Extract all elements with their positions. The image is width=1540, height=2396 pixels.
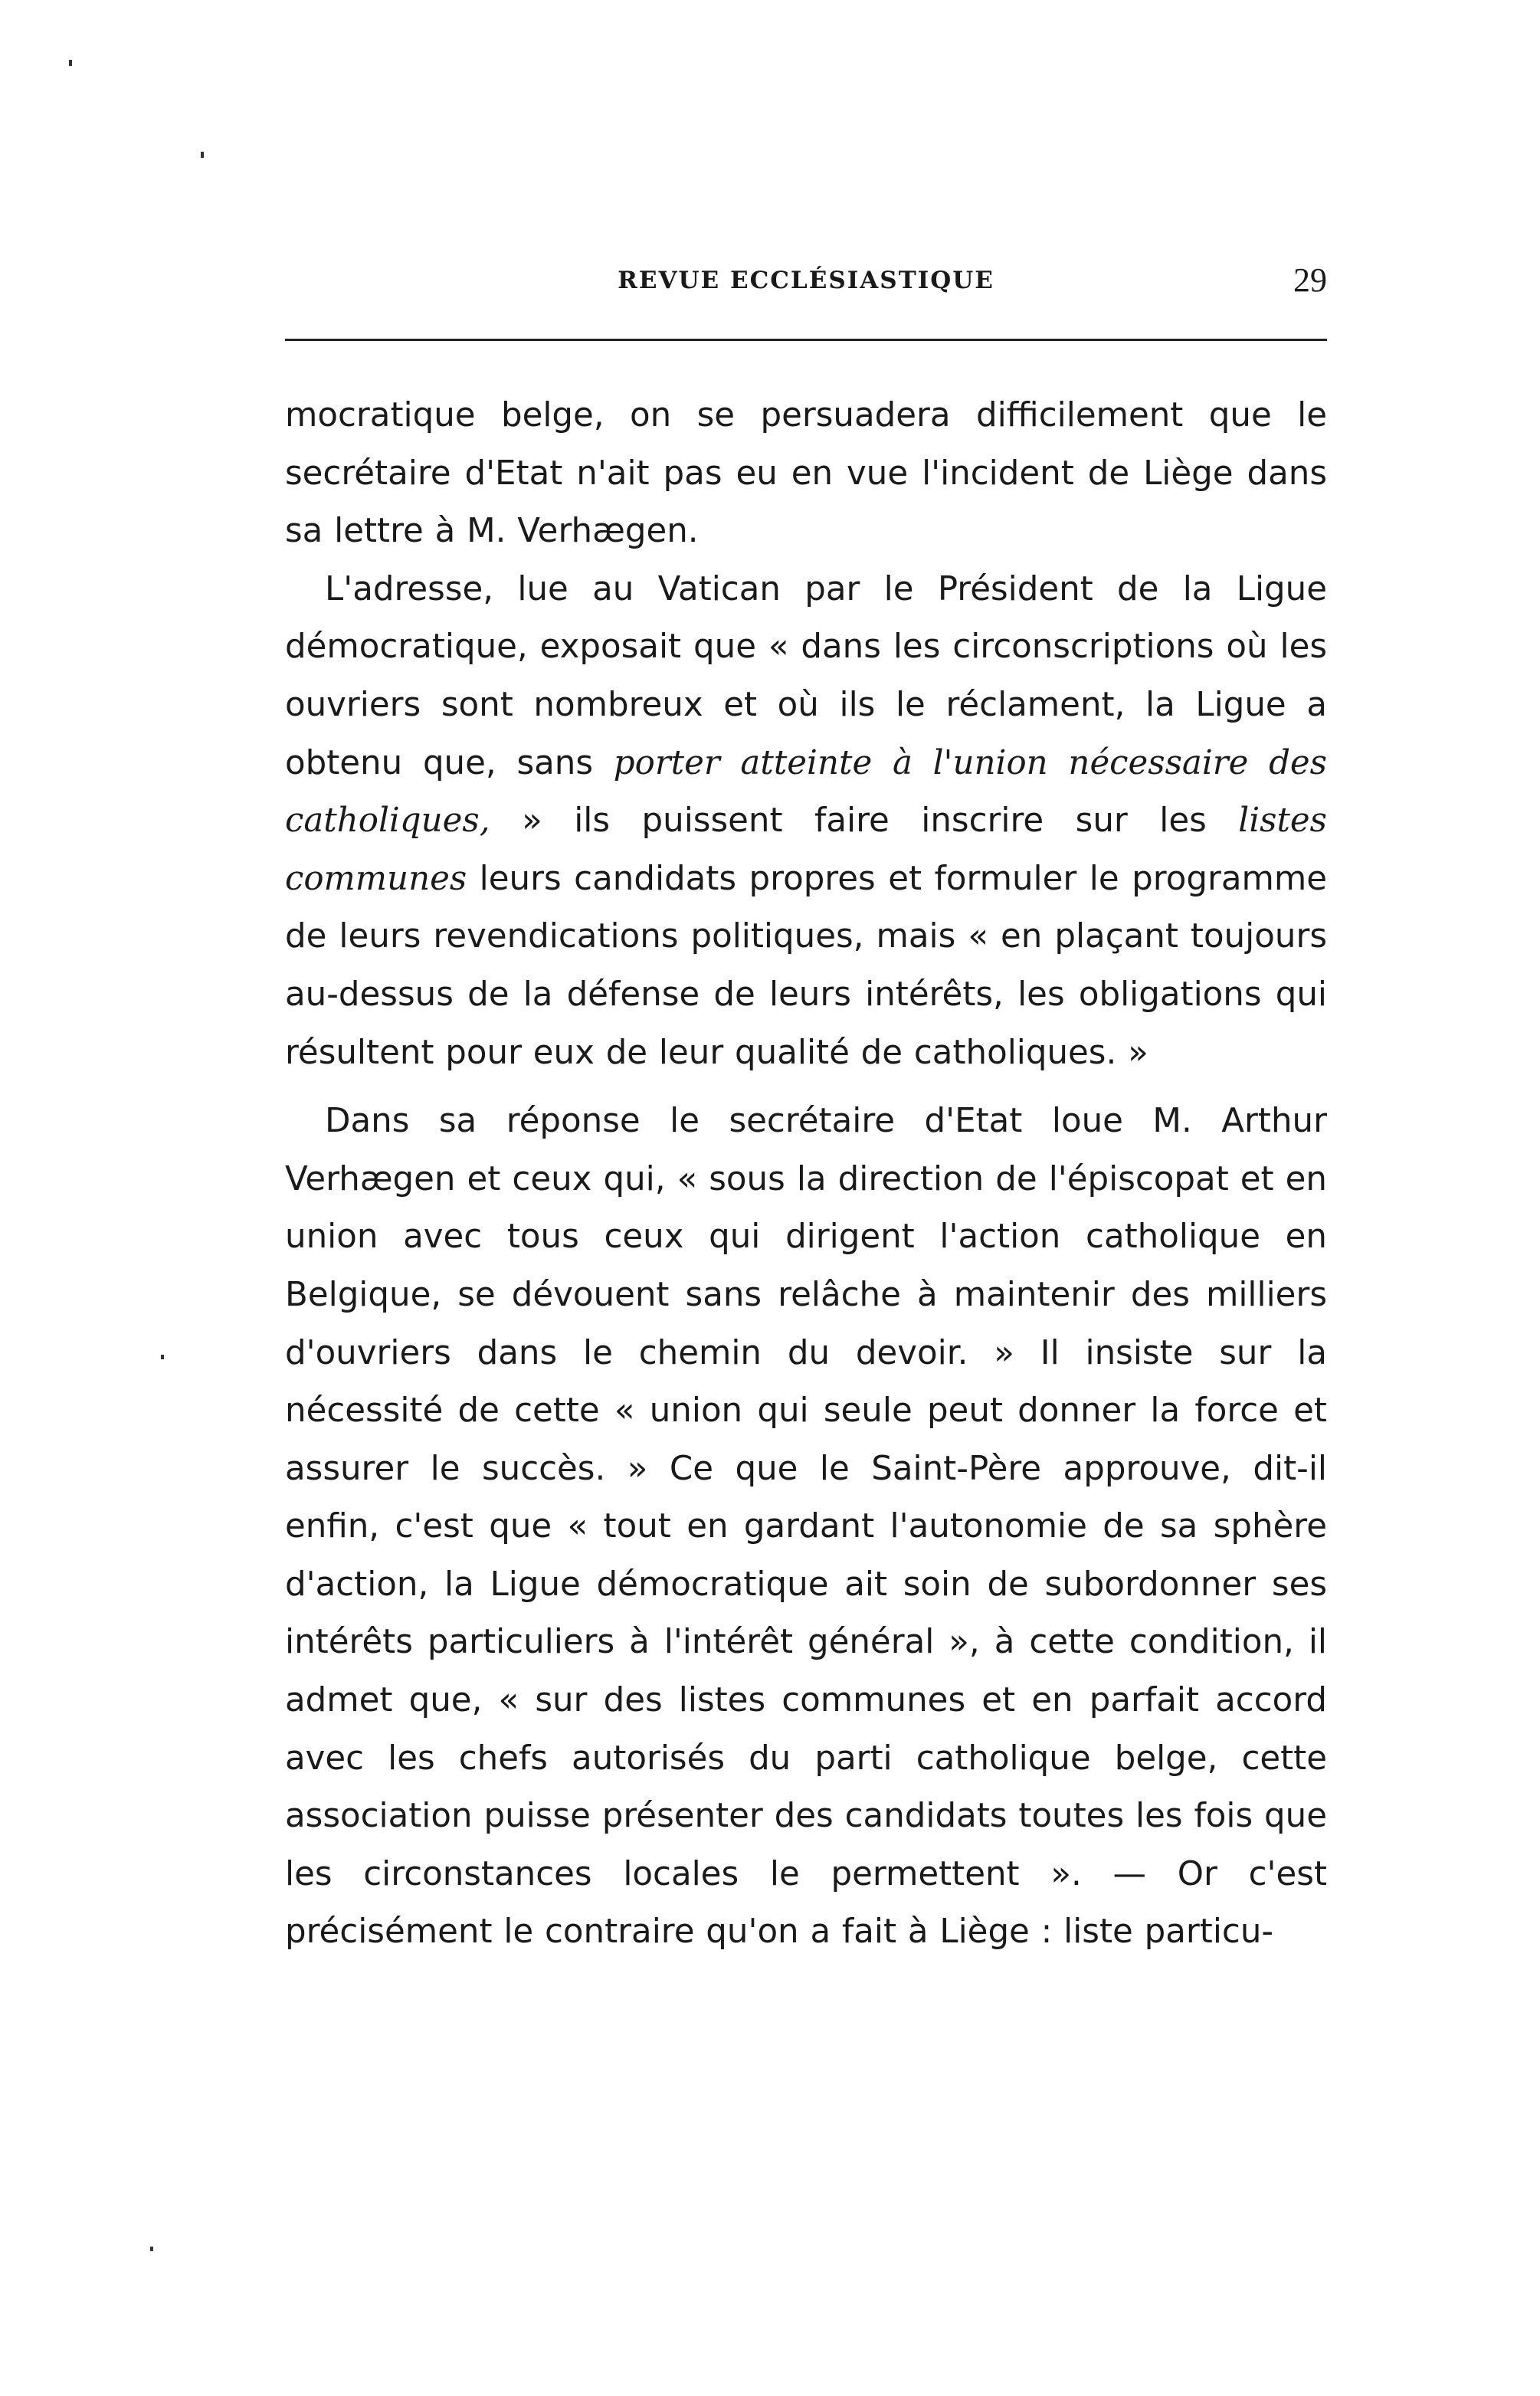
paragraph-2-italic-2: listes communes — [285, 801, 1327, 898]
header-rule — [285, 339, 1327, 341]
paragraph-2-text-b: » ils puissent faire inscrire sur les — [490, 801, 1239, 841]
paragraph-2-italic-1: porter atteinte à l'union nécessaire des catholiques, — [285, 743, 1327, 841]
paragraph-1: mocratique belge, on se persuadera difficilement que le secrétaire d'Etat n'ait pas eu en vue l'incident de Liège dans sa lettre à M. Verhægen. — [285, 396, 1327, 551]
margin-mark — [201, 152, 204, 158]
paragraph-2-text-c: leurs candidats propres et formuler le programme de leurs revendications politiques, mais « en plaçant toujours au-dessus de la défense de leurs intérêts, les obligations qui résultent pour eux de leur qualité de catholiques. » — [285, 859, 1327, 1072]
margin-mark — [150, 2247, 153, 2251]
margin-mark — [69, 60, 72, 66]
running-header — [285, 261, 1327, 306]
paragraph-2 — [285, 561, 1327, 1082]
running-title: REVUE ECCLÉSIASTIQUE — [618, 267, 994, 294]
page-number: 29 — [1293, 261, 1327, 299]
paragraph-2-text-a: L'adresse, lue au Vatican par le Président de la Ligue démocratique, exposait que « dans les circonscriptions où les ouvriers sont nombreux et où ils le réclament, la Ligue a obtenu que, sans — [285, 569, 1327, 782]
body-text — [285, 387, 1327, 1962]
margin-mark — [161, 1355, 164, 1359]
paragraph-3: Dans sa réponse le secrétaire d'Etat loue M. Arthur Verhægen et ceux qui, « sous la direction de l'épiscopat et en union avec tous ceux qui dirigent l'action catholique en Belgique, se dévouent sans relâche à maintenir des milliers d'ouvriers dans le chemin du devoir. » Il insiste sur la nécessité de cette « union qui seule peut donner la force et assurer le succès. » Ce que le Saint-Père approuve, dit-il enfin, c'est que « tout en gardant l'autonomie de sa sphère d'action, la Ligue démocratique ait soin de subordonner ses intérêts particuliers à l'intérêt général », à cette condition, il admet que, « sur des listes communes et en parfait accord avec les chefs autorisés du parti catholique belge, cette association puisse présenter des candidats toutes les fois que les circonstances locales le permettent ». — Or c'est précisément le contraire qu'on a fait à Liège : liste particu- — [285, 1102, 1327, 1952]
